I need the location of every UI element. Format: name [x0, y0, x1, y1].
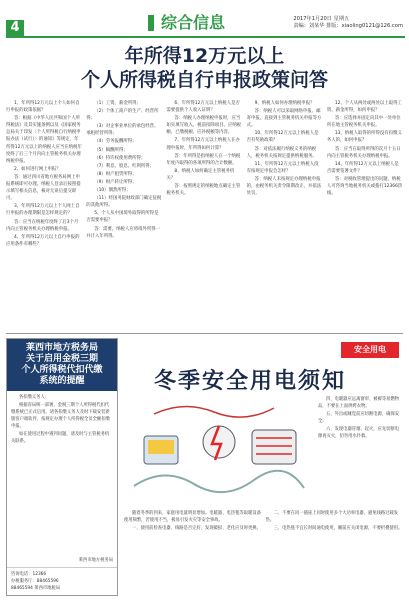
article-paragraph: 答：纳税人可以采取网络申报、邮寄申报、直接到主管税务机关申报等方式。: [246, 109, 322, 129]
article-paragraph: 6、年所得12万元以上纳税人是否需要提供个人收入证明？: [166, 101, 240, 114]
winter-paragraph: 三、电热毯不宜长时间通电使用，睡前应关闭电源，不要折叠使用。: [273, 526, 403, 531]
winter-paragraph: 一、使用前检查电器、线路是否完好，发现破损、老化应及时更换。: [132, 526, 261, 531]
notice-title-line: 个人所得税代扣代缴: [21, 365, 103, 375]
article-column: [6, 100, 82, 330]
contact-line: 88465594 莱西市地税局: [11, 586, 61, 591]
article-paragraph: 13、纳税人取得的所得没有扣缴义务人的，如何申报？: [326, 131, 402, 144]
article-paragraph: 答：纳税人未按规定办理纳税申报的，由税务机关责令限期改正，并依法处罚。: [246, 176, 322, 197]
section-title: 综合信息: [156, 12, 230, 34]
article-paragraph: 答：需要。纳税人应将境外所得一并计入年所得。: [86, 226, 161, 239]
notice-paragraph: 各扣缴义务人：: [19, 395, 50, 400]
article-paragraph: 答：年所得是指纳税人在一个纳税年度内取得的各项所得的合计数额。: [166, 153, 241, 166]
winter-paragraph: 六、发现电器冒烟、起火，应先切断电源再灭火，切勿用水扑救。: [318, 427, 400, 439]
article-paragraph: 答：应当在纳税年度终了后3个月内向主管税务机关办理纳税申报。: [6, 219, 79, 232]
article-paragraph: 7、年所得12万元以上纳税人在办理申报时，年所得如何计算？: [166, 138, 240, 151]
article-paragraph: （10）偶然所得；: [94, 188, 131, 194]
article-paragraph: 4、年所得12万元以上自行申报的应用条件有哪些？: [6, 234, 80, 247]
notice-body: [7, 391, 117, 557]
article-column: [166, 100, 242, 330]
article-paragraph: （5）稿酬所得；: [94, 147, 128, 153]
article-paragraph: 答：应选择并固定向其中一处单位所在地主管税务机关申报。: [326, 116, 401, 129]
winter-paragraph: 随着冬季的到来，家庭用电量明显增加。电暖器、电热毯等取暖设备使用频繁，若使用不当，极易引发火灾等安全事故。: [124, 511, 261, 523]
winter-safety-article: [124, 338, 403, 596]
notice-title-line: 关于启用金税三期: [25, 354, 98, 364]
header-divider: [6, 36, 405, 38]
contact-line: 办税服务厅：88465596: [11, 579, 59, 584]
article-paragraph: （9）财产转让所得；: [94, 179, 137, 185]
article-paragraph: （7）利息、股息、红利所得；: [94, 163, 155, 169]
article-paragraph: 答：对依法履行纳税义务的纳税人，税务机关按规定提供纳税服务。: [246, 146, 317, 159]
article-paragraph: 答：按照规定的纳税地点确定主管税务机关。: [166, 184, 241, 197]
article-paragraph: 8、纳税人如何确定主管税务机关？: [166, 168, 235, 181]
article-paragraph: 答：应当在取得所得的次月十五日内向主管税务机关办理纳税申报。: [326, 146, 401, 159]
article-paragraph: 10、年所得12万元以上纳税人是否有奖励政策？: [246, 131, 319, 144]
notice-title-line: 莱西市地方税务局: [25, 343, 98, 353]
winter-text-left: [124, 510, 262, 596]
article-paragraph: 答：根据《中华人民共和国个人所得税法》及其实施条例以及《国家税务总局关于印发〈个人所得税自行纳税申报办法（试行）〉的通知》等规定，年所得12万元以上的纳税人应当在纳税年度终了后三个月内向主管税务机关办理纳税申报。: [6, 116, 82, 164]
article-paragraph: 3、年所得12万元以上个人网上自行申报的办理期限是怎样规定的？: [6, 204, 80, 217]
winter-paragraph: 五、外出或睡觉前应切断电源，确保安全。: [318, 412, 400, 424]
article-column: [247, 100, 323, 330]
issue-meta: [293, 16, 403, 30]
article-paragraph: （11）经国务院财政部门确定征税的其他所得。: [86, 196, 162, 209]
notice-title: [7, 339, 117, 391]
page-number: 4: [6, 20, 24, 36]
article-paragraph: （1）工资、薪金所得；: [94, 101, 141, 106]
article-paragraph: 2、如何进行网上申报？: [14, 166, 61, 172]
headline-line-1: 年所得12万元以上: [124, 45, 285, 67]
notice-paragraph: 如在使用过程中遇到问题，请及时与主管税务机关联系。: [11, 432, 110, 444]
issue-date: 2017年1月20日 星期五: [293, 16, 350, 22]
section-divider: [6, 333, 403, 334]
article-paragraph: 11、年所得12万元以上纳税人没有按规定申报会怎样？: [246, 161, 319, 174]
article-paragraph: （3）对企事业单位的承包经营、承租经营所得；: [86, 124, 159, 137]
winter-paragraph: 二、不要在同一插座上同时使用多个大功率电器，避免线路过载发热。: [265, 511, 399, 523]
article-paragraph: （8）财产租赁所得；: [94, 171, 137, 177]
article-paragraph: 5、个人从中国境外取得的所得是否需要申报？: [86, 211, 159, 224]
winter-paragraph: 四、电暖器应远离窗帘、被褥等易燃物品，不要在上面烘烤衣物。: [318, 397, 400, 409]
winter-text-right: [318, 396, 403, 510]
article-paragraph: 14、年所得12万元以上纳税人是否需要签署文件？: [326, 161, 399, 174]
notice-paragraph: 根据省局统一部署，金税三期个人所得税代扣代缴系统已正式启用。请各扣缴义务人及时下载安装新版客户端软件，按规定办理个人所得税全员全额扣缴申报。: [11, 403, 110, 429]
article-paragraph: 12、个人从两处或两处以上取得工资、薪金所得，如何申报？: [326, 101, 402, 114]
article-paragraph: 答：通过四川省地方税务局网上申报系统即可办理。纳税人登录后按照提示填写相关信息，核对无误后提交即可。: [6, 174, 81, 202]
winter-text-columns: [124, 510, 403, 596]
notice-box: [6, 338, 118, 596]
headline-line-2: 个人所得税自行申报政策问答: [80, 69, 328, 91]
article-paragraph: 答：对税收管理提出的问题，纳税人可咨询当地税务机关或拨打12366热线。: [326, 176, 403, 197]
article-paragraph: （6）特许权使用费所得；: [94, 155, 146, 161]
editor-line: 责编：刘某华 排版：xiaoling0121@126.com: [293, 23, 403, 29]
article-paragraph: （2）个体工商户的生产、经营所得；: [86, 109, 159, 122]
contact-line: 咨询电话：12366: [11, 572, 47, 577]
winter-text-middle: [266, 510, 404, 596]
page-header: [0, 0, 409, 38]
article-body: [6, 100, 403, 330]
article-paragraph: （4）劳务报酬所得；: [94, 139, 137, 145]
winter-article-title: 冬季安全用电须知: [154, 369, 347, 394]
article-column: [86, 100, 162, 330]
notice-signature: 莱西市地方税务局: [78, 558, 113, 563]
safety-badge: 安全用电: [341, 342, 399, 358]
main-headline: [0, 44, 409, 92]
article-paragraph: 答：纳税人办理纳税申报时，应当如实填写收入、税前扣除项目、应纳税额、已缴税额、应补税额等内容。: [166, 116, 242, 136]
article-paragraph: 9、纳税人如何办理纳税申报？: [254, 101, 315, 106]
notice-contact: [7, 567, 117, 595]
article-column: [327, 100, 403, 330]
electric-safety-illustration: [124, 396, 314, 506]
article-paragraph: 1、年所得12万元以上个人如何自行申报的政策依据？: [6, 101, 80, 114]
notice-title-line: 系统的提醒: [39, 376, 85, 386]
